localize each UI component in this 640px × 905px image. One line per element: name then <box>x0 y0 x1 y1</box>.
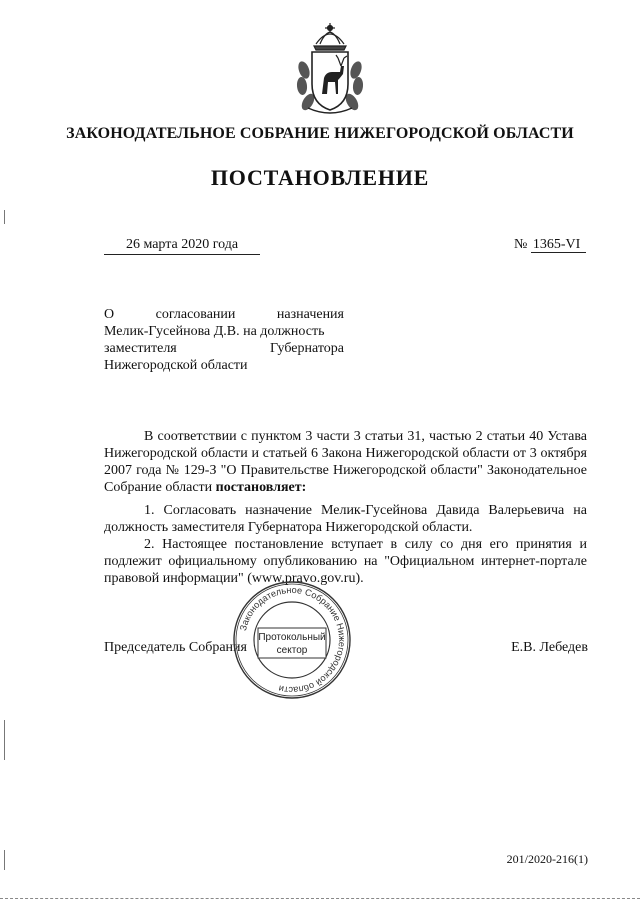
item-2-paragraph: 2. Настоящее постановление вступает в силу со дня его принятия и подлежит официальному опубликованию на "Официальном интернет-портале правовой информации" (www.pravo.gov.ru). <box>104 537 587 586</box>
document-type-title: ПОСТАНОВЛЕНИЕ <box>210 165 430 190</box>
document-number <box>514 236 594 254</box>
scan-edge-mark <box>4 210 5 224</box>
preamble-bold: постановляет: <box>215 480 307 495</box>
subject-line-2: Мелик-Гусейнова Д.В. на должность <box>104 324 325 339</box>
stamp-center-line-1: Протокольный <box>258 632 326 643</box>
item-1-paragraph: 1. Согласовать назначение Мелик-Гусейнова Давида Валерьевича на должность заместителя Губернатора Нижегородской области. <box>104 503 587 535</box>
scan-edge-mark <box>4 850 5 870</box>
preamble-text: В соответствии с пунктом 3 части 3 статьи 31, частью 2 статьи 40 Устава Нижегородской области и статьей 6 Закона Нижегородской области от 3 октября 2007 года № 129-З "О Правительстве Нижегородской области" Законодательное Собрание области <box>104 429 587 495</box>
subject-line-4: Нижегородской области <box>104 358 248 373</box>
document-body <box>104 428 587 587</box>
signatory-title: Председатель Собрания <box>104 640 247 655</box>
bottom-scan-line <box>0 898 640 899</box>
number-prefix: № <box>514 237 528 252</box>
document-subject <box>104 306 344 374</box>
scan-edge-mark <box>4 720 5 760</box>
coat-of-arms-icon <box>294 20 366 118</box>
organization-title: ЗАКОНОДАТЕЛЬНОЕ СОБРАНИЕ НИЖЕГОРОДСКОЙ ОБЛАСТИ <box>66 125 574 142</box>
document-date: 26 марта 2020 года <box>104 236 260 255</box>
footer-code: 201/2020-216(1) <box>506 852 588 866</box>
subject-line-1: О согласовании назначения <box>104 307 344 322</box>
signatory-name: Е.В. Лебедев <box>511 640 588 655</box>
stamp-center-line-2: сектор <box>276 645 308 656</box>
subject-line-3: заместителя Губернатора <box>104 341 344 356</box>
stamp-ring-text: Законодательное Собрание Нижегородской области <box>237 584 348 696</box>
official-stamp <box>230 578 354 702</box>
preamble-paragraph <box>104 428 587 496</box>
number-value: 1365-VI <box>531 237 586 253</box>
